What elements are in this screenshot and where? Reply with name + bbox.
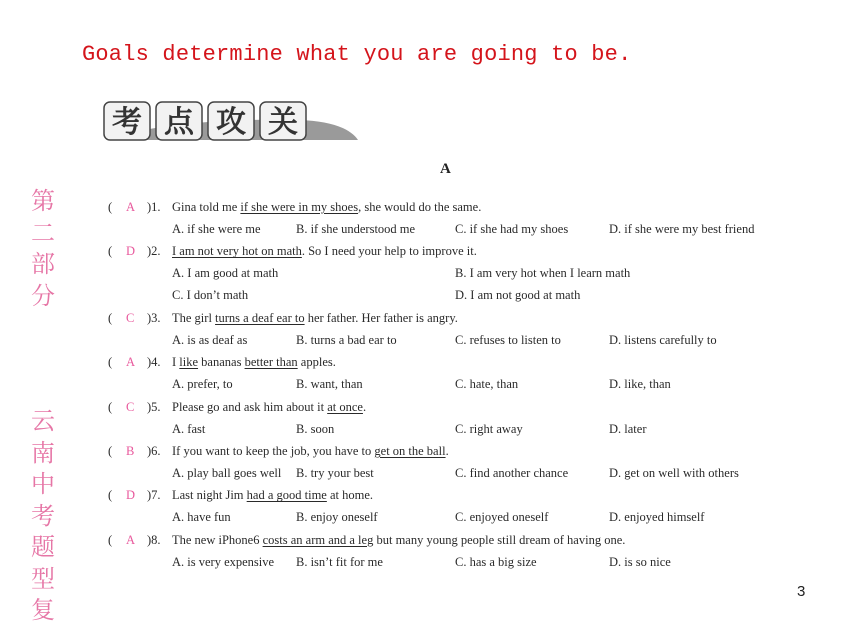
side-label-topic — [30, 406, 56, 627]
answer-option: A. fast — [172, 421, 206, 436]
stem-text: . — [445, 444, 449, 458]
stem-text: apples. — [297, 355, 336, 370]
underlined-phrase: at once — [327, 399, 363, 414]
stem-text: , she would do the same. — [358, 200, 482, 214]
answer-option: B. if she understood me — [296, 222, 416, 236]
answer-letter: D — [126, 488, 136, 503]
answer-letter: B — [126, 444, 135, 458]
answer-paren-open: ( — [108, 310, 113, 325]
svg-text:攻: 攻 — [216, 105, 246, 140]
answer-option: D. listens carefully to — [609, 332, 717, 347]
answer-paren-open: ( — [108, 488, 113, 503]
side-char: 题 — [31, 533, 55, 561]
question-stem — [172, 533, 625, 548]
stem-text: at home. — [326, 488, 374, 503]
stem-text: Gina told me — [172, 200, 241, 214]
motto-heading: Goals determine what you are going to be. — [82, 42, 632, 67]
stem-text: The girl — [172, 310, 216, 325]
side-char: 考 — [31, 501, 55, 530]
answer-option: C. find another chance — [455, 466, 569, 480]
svg-text:关: 关 — [268, 105, 298, 140]
side-char: 二 — [31, 218, 55, 247]
question-stem — [172, 244, 477, 259]
answer-letter: A — [126, 355, 136, 370]
stem-text: her father. Her father is angry. — [304, 310, 458, 325]
answer-option: C. hate, than — [455, 377, 519, 392]
answer-paren-open: ( — [108, 532, 113, 547]
answer-paren-open: ( — [108, 244, 113, 259]
underlined-phrase: better than — [244, 355, 298, 370]
answer-letter: C — [126, 310, 135, 325]
svg-text:点: 点 — [164, 105, 194, 140]
answer-paren-open: ( — [108, 200, 113, 214]
question-stem — [172, 355, 336, 370]
banner-graphic — [100, 96, 360, 146]
side-char: 南 — [31, 438, 55, 467]
question-stem — [172, 400, 366, 415]
answer-option: D. enjoyed himself — [609, 510, 705, 525]
underlined-phrase: had a good time — [246, 488, 327, 503]
answer-option: D. later — [609, 421, 647, 436]
stem-text: . So I need your help to improve it. — [301, 244, 477, 259]
stem-text: The new iPhone6 — [172, 532, 263, 547]
answer-option: A. if she were me — [172, 222, 261, 236]
answer-option: C. right away — [455, 421, 523, 436]
answer-option: D. if she were my best friend — [609, 222, 755, 236]
underlined-phrase: costs an arm and a leg — [262, 532, 374, 547]
stem-text: I — [172, 355, 180, 370]
underlined-phrase: if she were in my shoes — [240, 200, 359, 214]
stem-text: . — [362, 399, 367, 414]
answer-letter: D — [126, 244, 136, 259]
answer-paren-open: ( — [108, 355, 113, 370]
answer-option: C. enjoyed oneself — [455, 510, 549, 525]
question-number: )2. — [147, 244, 161, 259]
underlined-phrase: turns a deaf ear to — [215, 310, 305, 325]
stem-text: bananas — [198, 355, 245, 370]
side-char: 分 — [31, 281, 55, 310]
answer-option: A. is as deaf as — [172, 332, 248, 347]
answer-option: A. prefer, to — [172, 377, 233, 392]
side-char: 第 — [31, 187, 55, 215]
answer-option: C. I don’t math — [172, 288, 249, 303]
section-label: A — [440, 161, 451, 177]
question-number: )3. — [147, 310, 161, 325]
page-number: 3 — [797, 583, 806, 600]
answer-option: D. is so nice — [609, 554, 671, 569]
side-label-part — [30, 186, 56, 312]
answer-option: B. I am very hot when I learn math — [455, 266, 631, 281]
answer-option: A. is very expensive — [172, 554, 275, 569]
side-char: 中 — [31, 470, 55, 498]
underlined-phrase: I am not very hot on math — [172, 244, 302, 259]
answer-option: C. has a big size — [455, 554, 537, 569]
question-stem — [172, 311, 458, 326]
answer-letter: C — [126, 399, 135, 414]
side-char: 复 — [31, 596, 55, 624]
answer-option: A. I am good at math — [172, 266, 279, 281]
question-stem — [172, 200, 481, 215]
svg-text:考: 考 — [112, 105, 142, 140]
answer-option: A. have fun — [172, 510, 231, 525]
question-number: )6. — [147, 444, 161, 458]
stem-text: Last night Jim — [172, 488, 247, 503]
answer-option: A. play ball goes well — [172, 466, 282, 480]
answer-option: B. try your best — [296, 466, 374, 480]
stem-text: Please go and ask him about it — [172, 399, 328, 414]
answer-option: B. isn’t fit for me — [296, 554, 383, 569]
answer-letter: A — [126, 200, 136, 214]
question-number: )1. — [147, 200, 161, 214]
side-char: 部 — [31, 250, 55, 278]
stem-text: If you want to keep the job, you have to — [172, 444, 375, 458]
underlined-phrase: like — [179, 355, 199, 370]
answer-option: B. enjoy oneself — [296, 510, 378, 525]
question-stem — [172, 488, 373, 503]
answer-option: B. want, than — [296, 377, 363, 392]
answer-option: B. soon — [296, 421, 335, 436]
answer-letter: A — [126, 532, 136, 547]
answer-option: D. I am not good at math — [455, 288, 581, 303]
question-stem — [172, 444, 449, 459]
question-number: )4. — [147, 355, 161, 370]
answer-option: C. if she had my shoes — [455, 222, 569, 236]
side-char: 型 — [31, 564, 55, 593]
question-number: )7. — [147, 488, 161, 503]
answer-option: D. like, than — [609, 377, 671, 392]
question-number: )5. — [147, 399, 161, 414]
answer-option: D. get on well with others — [609, 466, 739, 480]
side-char: 云 — [31, 407, 55, 435]
underlined-phrase: get on the ball — [374, 444, 446, 458]
stem-text: but many young people still dream of having one. — [373, 532, 626, 547]
question-number: )8. — [147, 532, 161, 547]
answer-paren-open: ( — [108, 444, 113, 458]
answer-paren-open: ( — [108, 399, 113, 414]
answer-option: B. turns a bad ear to — [296, 332, 397, 347]
answer-option: C. refuses to listen to — [455, 332, 561, 347]
